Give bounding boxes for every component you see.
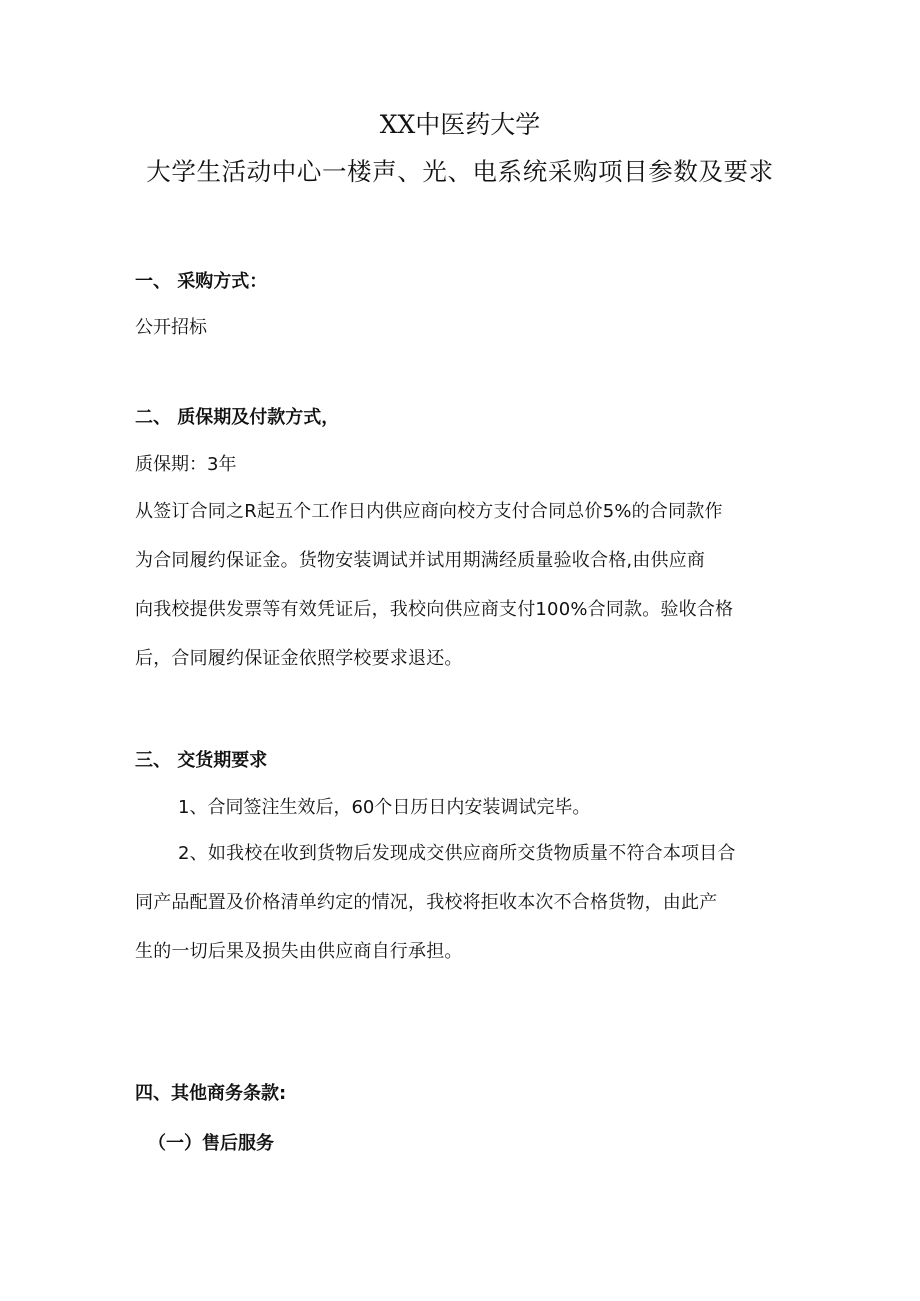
paragraph-line: 向我校提供发票等有效凭证后，我校向供应商支付100%合同款。验收合格 (135, 599, 734, 620)
paragraph-line: 同产品配置及价格清单约定的情况，我校将拒收本次不合格货物，由此产 (135, 892, 718, 913)
document-title: XX中医药大学 (379, 110, 541, 139)
paragraph-line: 生的一切后果及损失由供应商自行承担。 (135, 941, 463, 962)
section-3-heading: 三、 交货期要求 (135, 750, 268, 771)
section-3-item-2-paragraph (135, 829, 795, 976)
section-4-subheading-after-sales: （一）售后服务 (148, 1133, 274, 1154)
section-1-body: 公开招标 (135, 317, 207, 338)
section-2-warranty: 质保期：3年 (135, 454, 237, 475)
paragraph-line: 为合同履约保证金。货物安装调试并试用期满经质量验收合格,由供应商 (135, 550, 706, 571)
document-subtitle: 大学生活动中心一楼声、光、电系统采购项目参数及要求 (146, 157, 774, 186)
section-4-heading: 四、其他商务条款: (135, 1083, 287, 1104)
section-2-payment-paragraph (135, 487, 795, 683)
paragraph-line: 从签订合同之R起五个工作日内供应商向校方支付合同总价5%的合同款作 (135, 501, 723, 522)
paragraph-line: 后，合同履约保证金依照学校要求退还。 (135, 648, 463, 669)
section-3-item-1: 1、合同签注生效后，60个日历日内安装调试完毕。 (178, 797, 591, 818)
section-1-heading: 一、 采购方式： (135, 271, 268, 292)
section-2-heading: 二、 质保期及付款方式， (135, 407, 340, 428)
paragraph-line: 2、如我校在收到货物后发现成交供应商所交货物质量不符合本项目合 (178, 843, 736, 864)
